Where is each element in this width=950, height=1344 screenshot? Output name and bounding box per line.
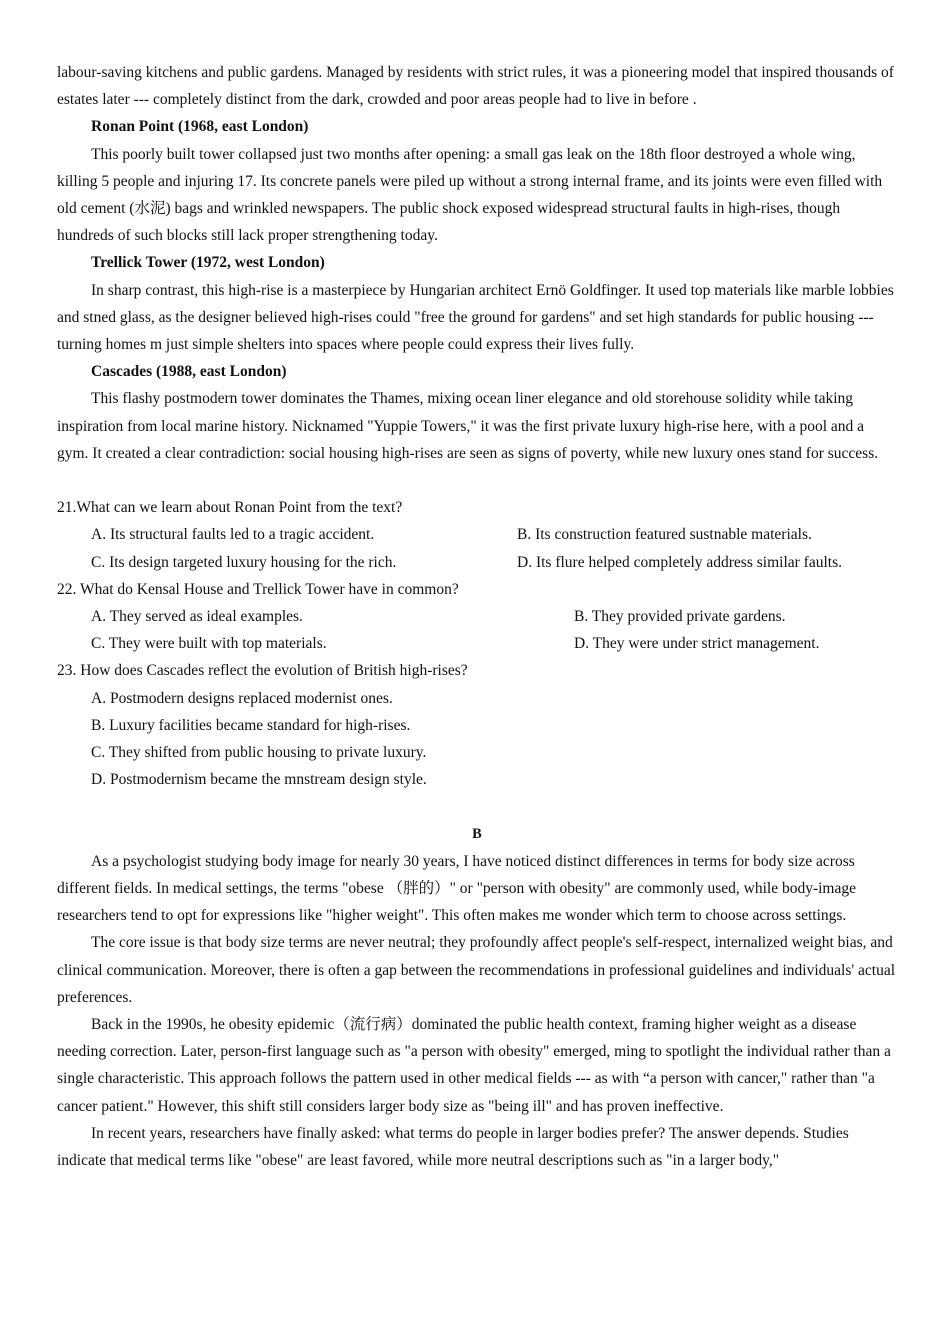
option-d: D. Its flure helped completely address similar faults. bbox=[517, 553, 842, 571]
question-stem: 21.What can we learn about Ronan Point from the text? bbox=[57, 499, 403, 517]
option-row bbox=[57, 766, 897, 793]
option-row bbox=[57, 549, 897, 576]
option-a: A. Postmodern designs replaced modernist ones. bbox=[91, 689, 393, 707]
option-b: B. They provided private gardens. bbox=[574, 608, 786, 626]
entry-heading-cascades: Cascades (1988, east London) bbox=[91, 363, 287, 381]
section-title-b: B bbox=[472, 825, 482, 842]
question-23 bbox=[57, 657, 897, 793]
entry-heading-trellick-tower: Trellick Tower (1972, west London) bbox=[91, 254, 325, 272]
spacer bbox=[57, 793, 897, 820]
option-row bbox=[57, 630, 897, 657]
option-row bbox=[57, 603, 897, 630]
question-stem: 22. What do Kensal House and Trellick Tower have in common? bbox=[57, 580, 459, 598]
option-d: D. They were under strict management. bbox=[574, 635, 820, 653]
option-row bbox=[57, 521, 897, 548]
passage-b-paragraph-3: Back in the 1990s, he obesity epidemic（流行病）dominated the public health context, framing higher weight as a disease needing correction. Later, person-first language such as "a person with obesity" emerged, ming to spotlight the individual rather than a single characteristic. This approach follows the pattern used in other medical fields --- as with “a person with cancer," rather than "a cancer patient." However, this shift still considers larger body size as "being ill" and has proven ineffective. bbox=[57, 1015, 891, 1115]
question-stem: 23. How does Cascades reflect the evolution of British high-rises? bbox=[57, 662, 468, 680]
option-c: C. They were built with top materials. bbox=[91, 635, 327, 653]
entry-heading-ronan-point: Ronan Point (1968, east London) bbox=[91, 118, 309, 136]
entry-body-trellick-tower: In sharp contrast, this high-rise is a masterpiece by Hungarian architect Ernö Goldfinger. It used top materials like marble lobbies and stned glass, as the designer believed high-rises could "free the ground for gardens" and set high standards for public housing --- turning homes m just simple shelters into spaces where people could express their lives fully. bbox=[57, 281, 894, 354]
question-22 bbox=[57, 576, 897, 658]
option-row bbox=[57, 685, 897, 712]
option-a: A. Its structural faults led to a tragic accident. bbox=[91, 526, 375, 544]
passage-a-intro-continuation: labour-saving kitchens and public gardens. Managed by residents with strict rules, it was a pioneering model that inspired thousands of estates later --- completely distinct from the dark, crowded and poor areas people had to live in before . bbox=[57, 64, 894, 109]
option-b: B. Luxury facilities became standard for high-rises. bbox=[91, 716, 411, 734]
passage-b-paragraph-2: The core issue is that body size terms are never neutral; they profoundly affect people's self-respect, internalized weight bias, and clinical communication. Moreover, there is often a gap between the recommendations in professional guidelines and individuals' actual preferences. bbox=[57, 934, 896, 1006]
option-c: C. They shifted from public housing to private luxury. bbox=[91, 743, 427, 761]
entry-body-cascades: This flashy postmodern tower dominates the Thames, mixing ocean liner elegance and old storehouse solidity while taking inspiration from local marine history. Nicknamed "Yuppie Towers," it was the first private luxury high-rise here, with a pool and a gym. It created a clear contradiction: social housing high-rises are seen as signs of poverty, while new luxury ones stand for success. bbox=[57, 390, 879, 462]
document-page bbox=[57, 59, 897, 1174]
entry-body-ronan-point: This poorly built tower collapsed just two months after opening: a small gas leak on the 18th floor destroyed a whole wing, killing 5 people and injuring 17. Its concrete panels were piled up without a strong internal frame, and its joints were even filled with old cement (水泥) bags and wrinkled newspapers. The public shock exposed widespread structural faults in high-rises, though hundreds of such blocks still lack proper strengthening today. bbox=[57, 145, 883, 245]
option-a: A. They served as ideal examples. bbox=[91, 608, 303, 626]
question-21 bbox=[57, 494, 897, 576]
option-b: B. Its construction featured sustnable materials. bbox=[517, 526, 812, 544]
passage-b-paragraph-1: As a psychologist studying body image for nearly 30 years, I have noticed distinct differences in terms for body size across different fields. In medical settings, the terms "obese （胖的）" or "person with obesity" are commonly used, while body-image researchers tend to opt for expressions like "higher weight". This often makes me wonder which term to choose across settings. bbox=[57, 852, 856, 925]
option-c: C. Its design targeted luxury housing for the rich. bbox=[91, 553, 397, 571]
option-row bbox=[57, 739, 897, 766]
option-d: D. Postmodernism became the mnstream design style. bbox=[91, 771, 427, 789]
spacer bbox=[57, 467, 897, 494]
passage-b-paragraph-4: In recent years, researchers have finally asked: what terms do people in larger bodies prefer? The answer depends. Studies indicate that medical terms like "obese" are least favored, while more neutral descriptions such as "in a larger body," bbox=[57, 1124, 849, 1169]
option-row bbox=[57, 712, 897, 739]
